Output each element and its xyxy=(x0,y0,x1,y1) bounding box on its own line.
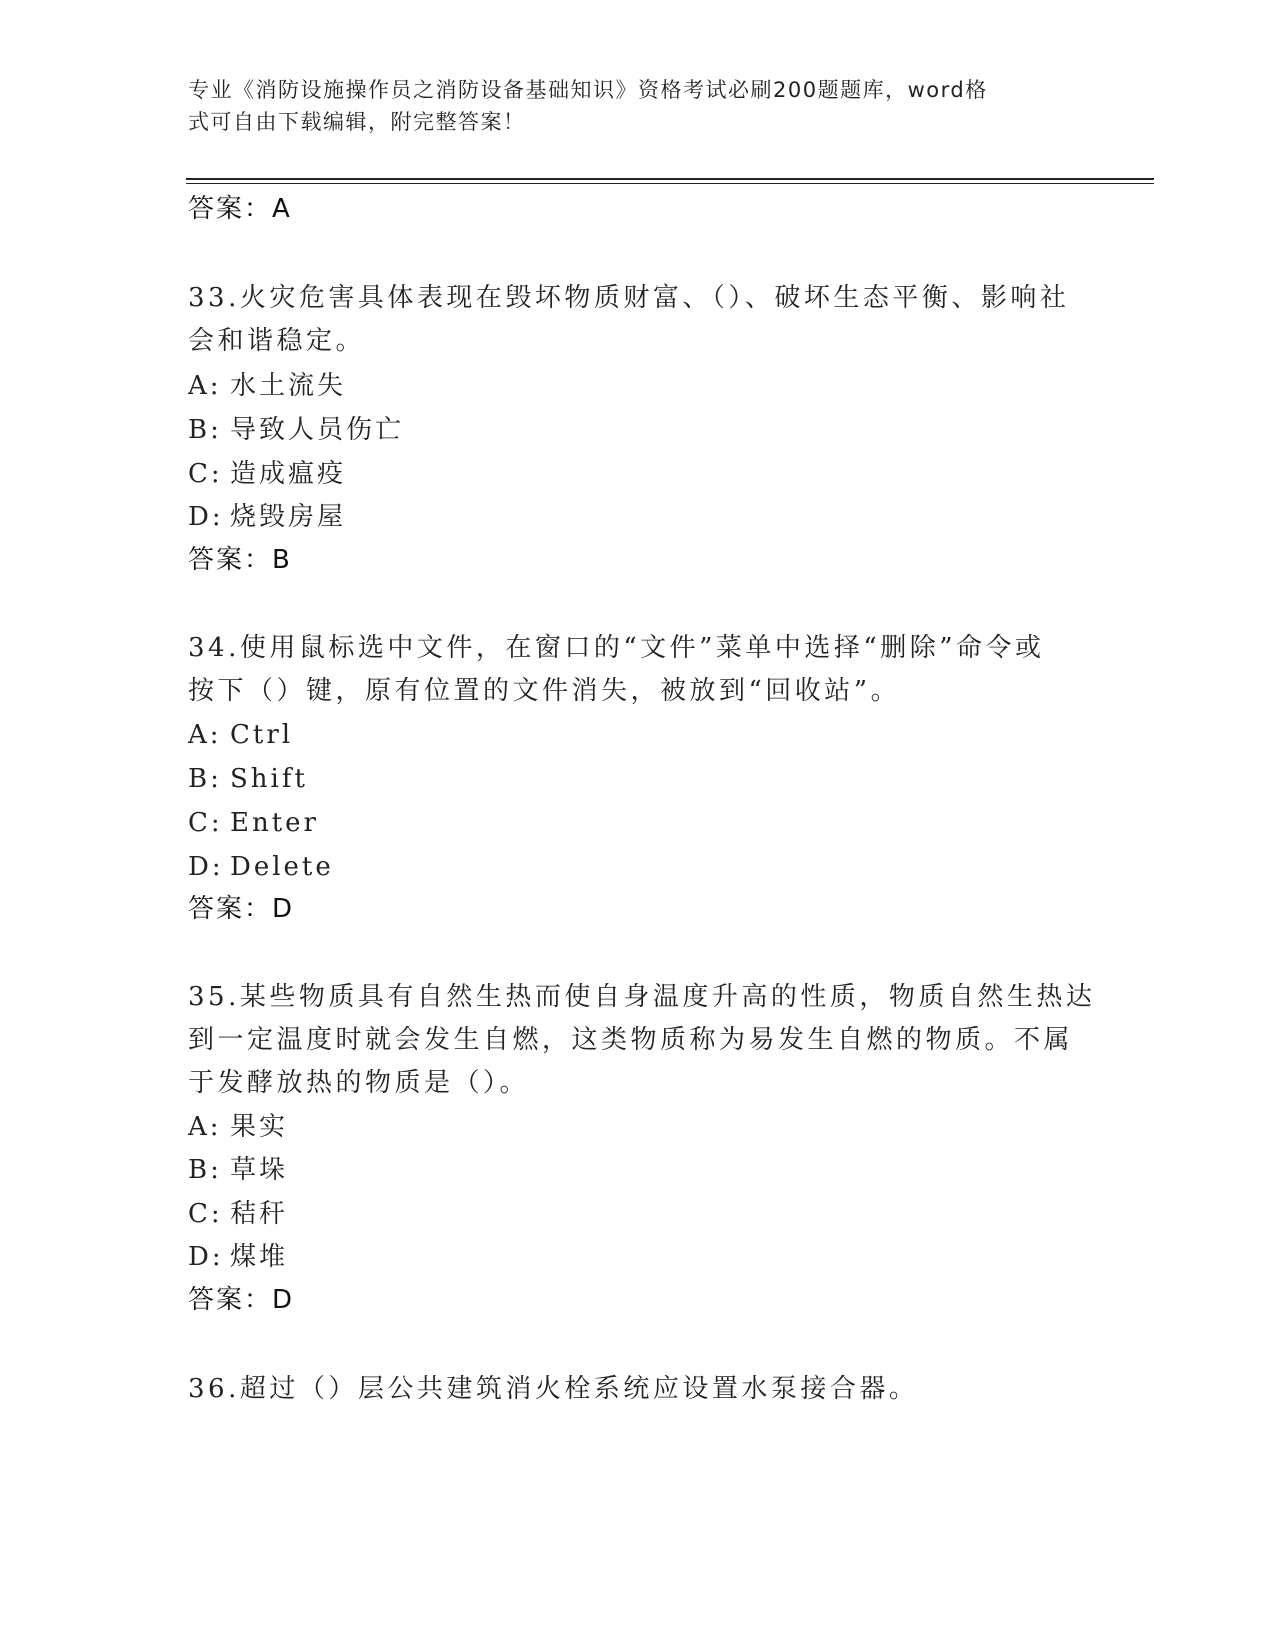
question-35-answer: 答案：D xyxy=(188,1285,295,1315)
option-text: Enter xyxy=(230,808,319,838)
question-35-option-c xyxy=(188,1196,288,1232)
option-label: B: xyxy=(188,1155,222,1185)
option-text: 造成瘟疫 xyxy=(230,459,347,489)
question-34-option-a xyxy=(188,717,293,753)
question-33-option-c xyxy=(188,456,346,492)
question-33-option-b xyxy=(188,412,404,448)
header-rule-thick xyxy=(186,178,1154,180)
option-label: A: xyxy=(188,371,222,401)
option-label: D: xyxy=(188,502,224,532)
answer-prev: 答案：A xyxy=(188,194,292,224)
option-text: 草垛 xyxy=(230,1155,289,1185)
option-label: D: xyxy=(188,852,224,882)
question-36-line-1: 36.超过（）层公共建筑消火栓系统应设置水泵接合器。 xyxy=(188,1374,919,1404)
question-35-line-1: 35.某些物质具有自然生热而使自身温度升高的性质，物质自然生热达 xyxy=(188,982,1096,1012)
question-35-line-2: 到一定温度时就会发生自燃，这类物质称为易发生自燃的物质。不属 xyxy=(188,1025,1074,1055)
question-34-line-2: 按下（）键，原有位置的文件消失，被放到“回收站”。 xyxy=(188,676,901,706)
question-34-option-b xyxy=(188,761,308,797)
option-text: 煤堆 xyxy=(230,1242,289,1272)
question-33-option-d xyxy=(188,499,346,535)
option-label: C: xyxy=(188,1199,223,1229)
option-label: A: xyxy=(188,720,222,750)
question-33-line-2: 会和谐稳定。 xyxy=(188,326,366,356)
question-33-answer: 答案：B xyxy=(188,545,292,575)
question-34-option-c xyxy=(188,805,319,841)
question-35-line-3: 于发酵放热的物质是（）。 xyxy=(188,1068,530,1098)
question-35-option-b xyxy=(188,1152,288,1188)
option-text: 果实 xyxy=(230,1112,289,1142)
option-label: A: xyxy=(188,1112,222,1142)
option-label: D: xyxy=(188,1242,224,1272)
option-label: B: xyxy=(188,415,222,445)
option-text: Ctrl xyxy=(230,720,294,750)
document-header xyxy=(188,74,1088,138)
option-label: C: xyxy=(188,808,223,838)
question-34-answer: 答案：D xyxy=(188,894,295,924)
question-34-line-1: 34.使用鼠标选中文件，在窗口的“文件”菜单中选择“删除”命令或 xyxy=(188,633,1045,663)
option-text: 秸秆 xyxy=(230,1199,289,1229)
question-35-option-d xyxy=(188,1239,288,1275)
option-text: 烧毁房屋 xyxy=(230,502,347,532)
option-text: Delete xyxy=(230,852,334,882)
option-label: B: xyxy=(188,764,222,794)
option-text: 水土流失 xyxy=(230,371,347,401)
header-rule-thin xyxy=(186,183,1154,184)
header-line-2: 式可自由下载编辑，附完整答案！ xyxy=(188,110,526,134)
question-34-option-d xyxy=(188,849,334,885)
option-text: 导致人员伤亡 xyxy=(230,415,405,445)
question-33-line-1: 33.火灾危害具体表现在毁坏物质财富、（）、破坏生态平衡、影响社 xyxy=(188,283,1070,313)
question-35-option-a xyxy=(188,1109,288,1145)
option-text: Shift xyxy=(230,764,308,794)
header-line-1: 专业《消防设施操作员之消防设备基础知识》资格考试必刷200题题库，word格 xyxy=(188,78,988,102)
option-label: C: xyxy=(188,459,223,489)
question-33-option-a xyxy=(188,368,346,404)
